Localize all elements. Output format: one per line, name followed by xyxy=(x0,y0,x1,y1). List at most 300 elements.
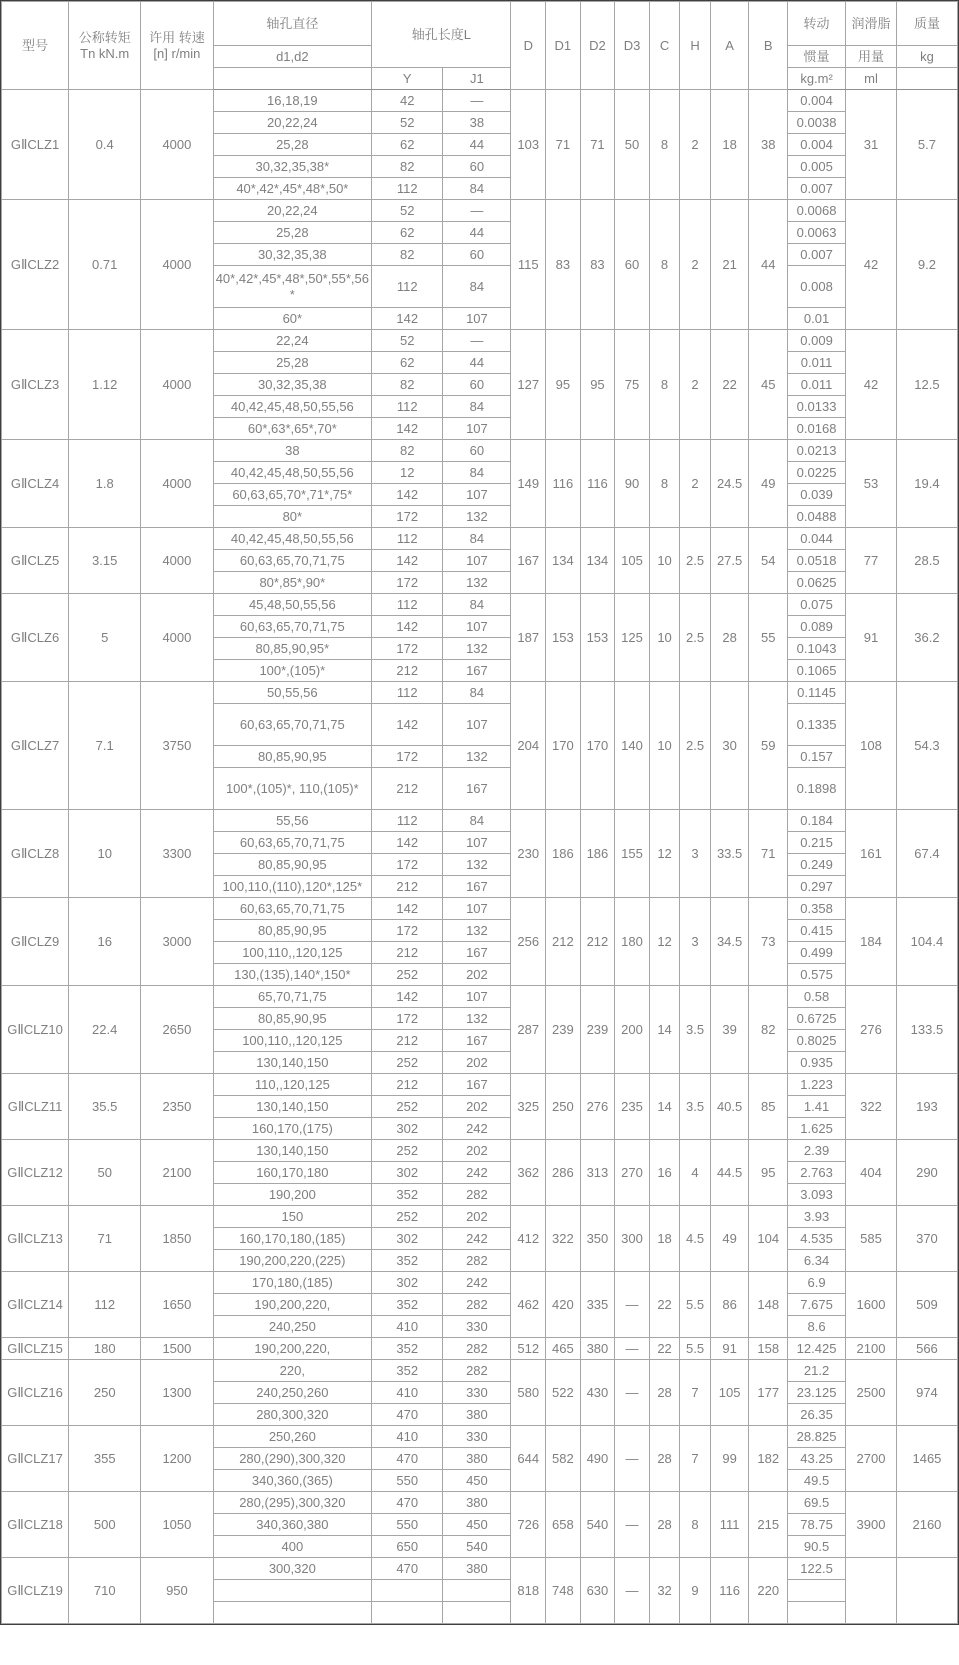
length-y-cell: 252 xyxy=(372,1052,443,1074)
inertia-cell: 0.215 xyxy=(788,832,846,854)
table-row xyxy=(2,90,958,112)
col-header-length-y xyxy=(372,68,443,90)
bore-diameter-cell: 80,85,90,95 xyxy=(213,854,372,876)
table-row xyxy=(2,594,958,616)
dim-c-cell: 10 xyxy=(649,682,680,810)
bore-diameter-cell: 30,32,35,38 xyxy=(213,244,372,266)
grease-cell: 184 xyxy=(846,898,897,986)
dim-c-cell: 22 xyxy=(649,1338,680,1360)
dim-a-cell: 33.5 xyxy=(710,810,749,898)
mass-cell: 1465 xyxy=(896,1426,957,1492)
length-y-cell: 172 xyxy=(372,572,443,594)
inertia-cell: 1.625 xyxy=(788,1118,846,1140)
length-y-cell: 52 xyxy=(372,200,443,222)
length-y-cell: 142 xyxy=(372,986,443,1008)
length-j1-cell: 84 xyxy=(443,462,511,484)
inertia-cell: 0.184 xyxy=(788,810,846,832)
dim-b-cell: 158 xyxy=(749,1338,788,1360)
torque-cell: 710 xyxy=(69,1558,141,1624)
bore-diameter-cell: 190,200 xyxy=(213,1184,372,1206)
length-j1-cell: 107 xyxy=(443,550,511,572)
model-cell: GⅡCLZ19 xyxy=(2,1558,69,1624)
model-cell: GⅡCLZ6 xyxy=(2,594,69,682)
inertia-cell: 6.34 xyxy=(788,1250,846,1272)
length-y-cell xyxy=(372,1580,443,1602)
length-j1-cell: 60 xyxy=(443,156,511,178)
inertia-cell: 0.575 xyxy=(788,964,846,986)
inertia-cell: 0.0063 xyxy=(788,222,846,244)
col-header-grease-unit xyxy=(846,68,897,90)
dim-c-cell: 32 xyxy=(649,1558,680,1624)
dim-d1-cell: 658 xyxy=(546,1492,581,1558)
length-y-cell: 172 xyxy=(372,854,443,876)
torque-cell: 355 xyxy=(69,1426,141,1492)
speed-cell: 3750 xyxy=(141,682,213,810)
length-j1-cell: 44 xyxy=(443,352,511,374)
length-y-cell: 410 xyxy=(372,1382,443,1404)
dim-d3-cell: 270 xyxy=(615,1140,650,1206)
dim-a-cell: 91 xyxy=(710,1338,749,1360)
dim-b-cell: 54 xyxy=(749,528,788,594)
header-label: 惯量 xyxy=(803,48,830,64)
length-y-cell: 12 xyxy=(372,462,443,484)
dim-d3-cell: 90 xyxy=(615,440,650,528)
table-row xyxy=(2,440,958,462)
col-header-h xyxy=(680,2,711,90)
inertia-cell: 1.223 xyxy=(788,1074,846,1096)
bore-diameter-cell: 50,55,56 xyxy=(213,682,372,704)
length-y-cell: 82 xyxy=(372,156,443,178)
length-j1-cell: 380 xyxy=(443,1492,511,1514)
bore-diameter-cell: 55,56 xyxy=(213,810,372,832)
grease-cell: 2500 xyxy=(846,1360,897,1426)
col-header-length-j1 xyxy=(443,68,511,90)
table-row xyxy=(2,1492,958,1514)
length-j1-cell: 540 xyxy=(443,1536,511,1558)
dim-d2-cell: 430 xyxy=(580,1360,615,1426)
length-y-cell: 302 xyxy=(372,1272,443,1294)
dim-d2-cell: 540 xyxy=(580,1492,615,1558)
bore-diameter-cell: 40*,42*,45*,48*,50* xyxy=(213,178,372,200)
length-y-cell: 142 xyxy=(372,616,443,638)
bore-diameter-cell: 60,63,65,70,71,75 xyxy=(213,832,372,854)
length-y-cell: 172 xyxy=(372,506,443,528)
bore-diameter-cell: 80* xyxy=(213,506,372,528)
length-j1-cell: 202 xyxy=(443,964,511,986)
mass-cell: 193 xyxy=(896,1074,957,1140)
torque-cell: 22.4 xyxy=(69,986,141,1074)
header-label: Tn kN.m xyxy=(80,45,130,61)
length-j1-cell: 132 xyxy=(443,638,511,660)
length-y-cell: 252 xyxy=(372,964,443,986)
bore-diameter-cell: 22,24 xyxy=(213,330,372,352)
inertia-cell: 8.6 xyxy=(788,1316,846,1338)
dim-d3-cell: — xyxy=(615,1558,650,1624)
header-label: D2 xyxy=(589,37,606,53)
bore-diameter-cell: 40,42,45,48,50,55,56 xyxy=(213,528,372,550)
dim-d3-cell: 235 xyxy=(615,1074,650,1140)
dim-b-cell: 59 xyxy=(749,682,788,810)
length-y-cell: 52 xyxy=(372,112,443,134)
inertia-cell: 0.01 xyxy=(788,308,846,330)
bore-diameter-cell: 160,170,(175) xyxy=(213,1118,372,1140)
length-y-cell: 352 xyxy=(372,1250,443,1272)
length-y-cell: 42 xyxy=(372,90,443,112)
table-row xyxy=(2,1272,958,1294)
col-header-model xyxy=(2,2,69,90)
inertia-cell: 4.535 xyxy=(788,1228,846,1250)
mass-cell: 370 xyxy=(896,1206,957,1272)
col-header-mass-unit xyxy=(896,46,957,68)
dim-a-cell: 49 xyxy=(710,1206,749,1272)
col-header-d2 xyxy=(580,2,615,90)
dim-d1-cell: 286 xyxy=(546,1140,581,1206)
dim-d1-cell: 582 xyxy=(546,1426,581,1492)
torque-cell: 0.71 xyxy=(69,200,141,330)
torque-cell: 0.4 xyxy=(69,90,141,200)
dim-d1-cell: 420 xyxy=(546,1272,581,1338)
header-label: J1 xyxy=(470,70,484,86)
table-row xyxy=(2,330,958,352)
inertia-cell: 0.0168 xyxy=(788,418,846,440)
header-label: 公称转矩 xyxy=(78,29,131,45)
table-row xyxy=(2,1558,958,1580)
dim-d2-cell: 95 xyxy=(580,330,615,440)
table-row xyxy=(2,528,958,550)
header-label: kg.m² xyxy=(800,70,833,86)
length-j1-cell: 330 xyxy=(443,1426,511,1448)
col-header-torque xyxy=(69,2,141,90)
bore-diameter-cell: 40*,42*,45*,48*,50*,55*,56* xyxy=(213,266,372,308)
dim-h-cell: 3 xyxy=(680,898,711,986)
bore-diameter-cell: 190,200,220,(225) xyxy=(213,1250,372,1272)
dim-h-cell: 4.5 xyxy=(680,1206,711,1272)
length-j1-cell: 282 xyxy=(443,1250,511,1272)
bore-diameter-cell: 80,85,90,95 xyxy=(213,746,372,768)
col-header-bore-diameter-sub xyxy=(213,46,372,68)
dim-d3-cell: — xyxy=(615,1492,650,1558)
inertia-cell: 0.297 xyxy=(788,876,846,898)
bore-diameter-cell: 130,(135),140*,150* xyxy=(213,964,372,986)
inertia-cell: 0.157 xyxy=(788,746,846,768)
dim-h-cell: 7 xyxy=(680,1426,711,1492)
dim-h-cell: 9 xyxy=(680,1558,711,1624)
model-cell: GⅡCLZ11 xyxy=(2,1074,69,1140)
inertia-cell: 0.1043 xyxy=(788,638,846,660)
inertia-cell: 0.0068 xyxy=(788,200,846,222)
length-j1-cell: 107 xyxy=(443,832,511,854)
dim-d2-cell: 116 xyxy=(580,440,615,528)
dim-h-cell: 5.5 xyxy=(680,1338,711,1360)
length-y-cell: 172 xyxy=(372,1008,443,1030)
header-label: [n] r/min xyxy=(153,45,201,61)
grease-cell: 42 xyxy=(846,330,897,440)
length-y-cell: 470 xyxy=(372,1448,443,1470)
speed-cell: 1050 xyxy=(141,1492,213,1558)
dim-h-cell: 2 xyxy=(680,330,711,440)
table-row xyxy=(2,1140,958,1162)
bore-diameter-cell: 110,,120,125 xyxy=(213,1074,372,1096)
inertia-cell: 90.5 xyxy=(788,1536,846,1558)
dim-b-cell: 177 xyxy=(749,1360,788,1426)
length-j1-cell: — xyxy=(443,90,511,112)
torque-cell: 1.8 xyxy=(69,440,141,528)
dim-c-cell: 8 xyxy=(649,200,680,330)
inertia-cell: 0.499 xyxy=(788,942,846,964)
table-row xyxy=(2,200,958,222)
header-label: H xyxy=(690,37,700,53)
length-j1-cell: 84 xyxy=(443,178,511,200)
length-y-cell: 212 xyxy=(372,1030,443,1052)
dim-d-cell: 818 xyxy=(511,1558,546,1624)
inertia-cell: 6.9 xyxy=(788,1272,846,1294)
length-y-cell: 410 xyxy=(372,1426,443,1448)
speed-cell: 1500 xyxy=(141,1338,213,1360)
dim-d2-cell: 380 xyxy=(580,1338,615,1360)
inertia-cell: 0.0213 xyxy=(788,440,846,462)
mass-cell: 9.2 xyxy=(896,200,957,330)
dim-d3-cell: 155 xyxy=(615,810,650,898)
dim-d-cell: 462 xyxy=(511,1272,546,1338)
bore-diameter-cell: 240,250,260 xyxy=(213,1382,372,1404)
length-j1-cell: 107 xyxy=(443,704,511,746)
dim-d-cell: 204 xyxy=(511,682,546,810)
model-cell: GⅡCLZ14 xyxy=(2,1272,69,1338)
dim-d1-cell: 465 xyxy=(546,1338,581,1360)
dim-d-cell: 167 xyxy=(511,528,546,594)
grease-cell: 53 xyxy=(846,440,897,528)
length-j1-cell: 84 xyxy=(443,528,511,550)
length-j1-cell: 282 xyxy=(443,1338,511,1360)
dim-d1-cell: 186 xyxy=(546,810,581,898)
speed-cell: 1200 xyxy=(141,1426,213,1492)
dim-h-cell: 3.5 xyxy=(680,986,711,1074)
length-y-cell: 302 xyxy=(372,1118,443,1140)
speed-cell: 1650 xyxy=(141,1272,213,1338)
speed-cell: 3300 xyxy=(141,810,213,898)
grease-cell: 3900 xyxy=(846,1492,897,1558)
length-y-cell: 62 xyxy=(372,352,443,374)
length-y-cell: 112 xyxy=(372,528,443,550)
bore-diameter-cell: 100,110,,120,125 xyxy=(213,1030,372,1052)
col-header-b xyxy=(749,2,788,90)
length-j1-cell: 450 xyxy=(443,1470,511,1492)
col-header-inertia xyxy=(788,2,846,46)
spec-table-body xyxy=(2,90,958,1624)
dim-d-cell: 726 xyxy=(511,1492,546,1558)
col-header-d xyxy=(511,2,546,90)
length-y-cell: 410 xyxy=(372,1316,443,1338)
dim-h-cell: 4 xyxy=(680,1140,711,1206)
col-header-bore-diameter xyxy=(213,2,372,46)
col-header-speed xyxy=(141,2,213,90)
length-y-cell: 112 xyxy=(372,594,443,616)
dim-d2-cell: 630 xyxy=(580,1558,615,1624)
length-j1-cell: 107 xyxy=(443,986,511,1008)
length-j1-cell: 44 xyxy=(443,222,511,244)
mass-cell: 28.5 xyxy=(896,528,957,594)
dim-b-cell: 45 xyxy=(749,330,788,440)
dim-b-cell: 82 xyxy=(749,986,788,1074)
model-cell: GⅡCLZ8 xyxy=(2,810,69,898)
dim-b-cell: 71 xyxy=(749,810,788,898)
torque-cell: 180 xyxy=(69,1338,141,1360)
length-j1-cell: 167 xyxy=(443,1030,511,1052)
length-j1-cell: — xyxy=(443,330,511,352)
bore-diameter-cell: 25,28 xyxy=(213,134,372,156)
length-j1-cell: 167 xyxy=(443,660,511,682)
dim-a-cell: 28 xyxy=(710,594,749,682)
dim-a-cell: 30 xyxy=(710,682,749,810)
length-y-cell: 112 xyxy=(372,266,443,308)
dim-a-cell: 18 xyxy=(710,90,749,200)
length-y-cell: 470 xyxy=(372,1492,443,1514)
length-y-cell: 82 xyxy=(372,374,443,396)
bore-diameter-cell: 16,18,19 xyxy=(213,90,372,112)
length-y-cell: 352 xyxy=(372,1184,443,1206)
model-cell: GⅡCLZ16 xyxy=(2,1360,69,1426)
spec-table xyxy=(1,1,958,1624)
table-row xyxy=(2,1206,958,1228)
dim-d1-cell: 170 xyxy=(546,682,581,810)
length-y-cell: 352 xyxy=(372,1294,443,1316)
bore-diameter-cell: 30,32,35,38 xyxy=(213,374,372,396)
bore-diameter-cell: 60* xyxy=(213,308,372,330)
dim-d3-cell: — xyxy=(615,1426,650,1492)
bore-diameter-cell: 150 xyxy=(213,1206,372,1228)
mass-cell: 133.5 xyxy=(896,986,957,1074)
speed-cell: 4000 xyxy=(141,594,213,682)
model-cell: GⅡCLZ15 xyxy=(2,1338,69,1360)
dim-b-cell: 220 xyxy=(749,1558,788,1624)
dim-c-cell: 18 xyxy=(649,1206,680,1272)
length-y-cell xyxy=(372,1602,443,1624)
bore-diameter-cell: 190,200,220, xyxy=(213,1294,372,1316)
inertia-cell: 0.005 xyxy=(788,156,846,178)
dim-d2-cell: 313 xyxy=(580,1140,615,1206)
inertia-cell: 0.58 xyxy=(788,986,846,1008)
dim-d-cell: 103 xyxy=(511,90,546,200)
mass-cell: 104.4 xyxy=(896,898,957,986)
torque-cell: 5 xyxy=(69,594,141,682)
length-y-cell: 352 xyxy=(372,1338,443,1360)
header-label: D xyxy=(523,37,533,53)
grease-cell: 161 xyxy=(846,810,897,898)
header-row-1 xyxy=(2,2,958,46)
inertia-cell: 3.093 xyxy=(788,1184,846,1206)
dim-c-cell: 16 xyxy=(649,1140,680,1206)
dim-h-cell: 2 xyxy=(680,200,711,330)
dim-d1-cell: 95 xyxy=(546,330,581,440)
grease-cell: 42 xyxy=(846,200,897,330)
inertia-cell: 0.008 xyxy=(788,266,846,308)
dim-d3-cell: 75 xyxy=(615,330,650,440)
speed-cell: 2100 xyxy=(141,1140,213,1206)
length-j1-cell: 38 xyxy=(443,112,511,134)
length-j1-cell: 84 xyxy=(443,396,511,418)
speed-cell: 2650 xyxy=(141,986,213,1074)
model-cell: GⅡCLZ9 xyxy=(2,898,69,986)
length-j1-cell: 132 xyxy=(443,746,511,768)
dim-d2-cell: 134 xyxy=(580,528,615,594)
inertia-cell: 0.0625 xyxy=(788,572,846,594)
length-j1-cell: 242 xyxy=(443,1272,511,1294)
dim-d-cell: 512 xyxy=(511,1338,546,1360)
dim-h-cell: 3.5 xyxy=(680,1074,711,1140)
dim-a-cell: 27.5 xyxy=(710,528,749,594)
dim-a-cell: 24.5 xyxy=(710,440,749,528)
dim-d1-cell: 153 xyxy=(546,594,581,682)
dim-d1-cell: 212 xyxy=(546,898,581,986)
length-j1-cell: 107 xyxy=(443,898,511,920)
header-label: ml xyxy=(864,70,878,86)
dim-d-cell: 412 xyxy=(511,1206,546,1272)
dim-d3-cell: — xyxy=(615,1360,650,1426)
mass-cell: 67.4 xyxy=(896,810,957,898)
header-label: d1,d2 xyxy=(276,48,309,64)
length-j1-cell: 380 xyxy=(443,1558,511,1580)
header-label: kg xyxy=(920,48,934,64)
length-j1-cell: 107 xyxy=(443,418,511,440)
dim-b-cell: 95 xyxy=(749,1140,788,1206)
inertia-cell: 0.007 xyxy=(788,178,846,200)
length-y-cell: 352 xyxy=(372,1360,443,1382)
length-y-cell: 142 xyxy=(372,418,443,440)
dim-b-cell: 104 xyxy=(749,1206,788,1272)
dim-a-cell: 39 xyxy=(710,986,749,1074)
header-label: D3 xyxy=(623,37,641,53)
mass-cell: 974 xyxy=(896,1360,957,1426)
length-j1-cell: 107 xyxy=(443,308,511,330)
length-y-cell: 212 xyxy=(372,942,443,964)
dim-d3-cell: 200 xyxy=(615,986,650,1074)
bore-diameter-cell xyxy=(213,1580,372,1602)
torque-cell: 71 xyxy=(69,1206,141,1272)
length-j1-cell: 242 xyxy=(443,1228,511,1250)
bore-diameter-cell: 130,140,150 xyxy=(213,1140,372,1162)
length-j1-cell: 282 xyxy=(443,1360,511,1382)
mass-cell: 509 xyxy=(896,1272,957,1338)
bore-diameter-cell: 400 xyxy=(213,1536,372,1558)
dim-d2-cell: 350 xyxy=(580,1206,615,1272)
length-y-cell: 550 xyxy=(372,1470,443,1492)
model-cell: GⅡCLZ7 xyxy=(2,682,69,810)
length-y-cell: 470 xyxy=(372,1404,443,1426)
inertia-cell: 0.007 xyxy=(788,244,846,266)
length-j1-cell: 167 xyxy=(443,876,511,898)
length-j1-cell: — xyxy=(443,200,511,222)
dim-d-cell: 187 xyxy=(511,594,546,682)
grease-cell: 585 xyxy=(846,1206,897,1272)
bore-diameter-cell: 60*,63*,65*,70* xyxy=(213,418,372,440)
dim-a-cell: 22 xyxy=(710,330,749,440)
torque-cell: 50 xyxy=(69,1140,141,1206)
col-header-d1 xyxy=(546,2,581,90)
bore-diameter-cell: 220, xyxy=(213,1360,372,1382)
inertia-cell: 49.5 xyxy=(788,1470,846,1492)
dim-d2-cell: 490 xyxy=(580,1426,615,1492)
length-y-cell: 62 xyxy=(372,222,443,244)
mass-cell: 19.4 xyxy=(896,440,957,528)
mass-cell: 36.2 xyxy=(896,594,957,682)
speed-cell: 3000 xyxy=(141,898,213,986)
bore-diameter-cell: 80*,85*,90* xyxy=(213,572,372,594)
dim-d-cell: 149 xyxy=(511,440,546,528)
grease-cell xyxy=(846,1558,897,1624)
dim-b-cell: 49 xyxy=(749,440,788,528)
length-j1-cell: 84 xyxy=(443,682,511,704)
inertia-cell: 23.125 xyxy=(788,1382,846,1404)
